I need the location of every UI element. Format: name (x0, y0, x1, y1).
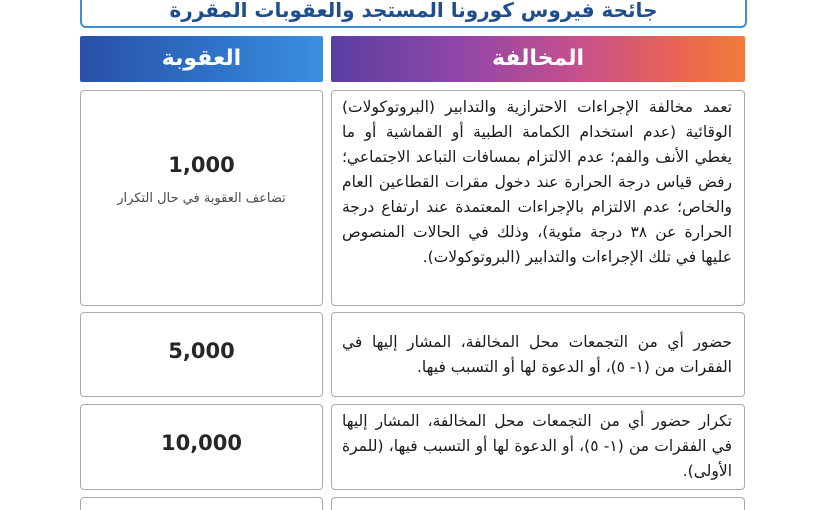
violation-text: تعمد مخالفة الإجراءات الاحترازية والتدابير (البروتوكولات) الوقائية (عدم استخدام الكمامة الطبية أو القماشية أو ما يغطي الأنف والفم؛ عدم الالتزام بمسافات التباعد الاجتماعي؛ رفض قياس درجة الحرارة عند دخول مقرات القطاعين العام والخاص؛ عدم الالتزام بالإجراءات المعتمدة عند ارتفاع درجة الحرارة عن ٣٨ درجة مئوية)، وذلك في الحالات المنصوص عليها في تلك الإجراءات والتدابير (البروتوكولات). (342, 98, 732, 266)
penalty-note: تضاعف العقوبة في حال التكرار (117, 191, 286, 206)
penalty-amount: 1,000 (168, 153, 235, 177)
violation-cell (331, 404, 745, 490)
page-title: جائحة فيروس كورونا المستجد والعقوبات المقررة (80, 0, 747, 28)
violation-header: المخالفة (331, 36, 745, 82)
violation-cell (331, 312, 745, 397)
violation-cell (331, 90, 745, 306)
penalty-amount: 10,000 (160, 431, 243, 455)
penalty-cell (80, 404, 323, 490)
penalty-cell-partial (80, 497, 323, 510)
penalty-header: العقوبة (80, 36, 323, 82)
penalty-cell (80, 90, 323, 306)
violation-text: حضور أي من التجمعات محل المخالفة، المشار إليها في الفقرات من (١- ٥)، أو الدعوة لها أو التسبب فيها. (342, 333, 732, 376)
penalty-amount: 5,000 (168, 339, 235, 363)
penalty-cell (80, 312, 323, 397)
violation-cell-partial (331, 497, 745, 510)
violation-text: تكرار حضور أي من التجمعات محل المخالفة، المشار إليها في الفقرات من (١- ٥)، أو الدعوة لها أو التسبب فيها، (للمرة الأولى). (342, 412, 732, 480)
